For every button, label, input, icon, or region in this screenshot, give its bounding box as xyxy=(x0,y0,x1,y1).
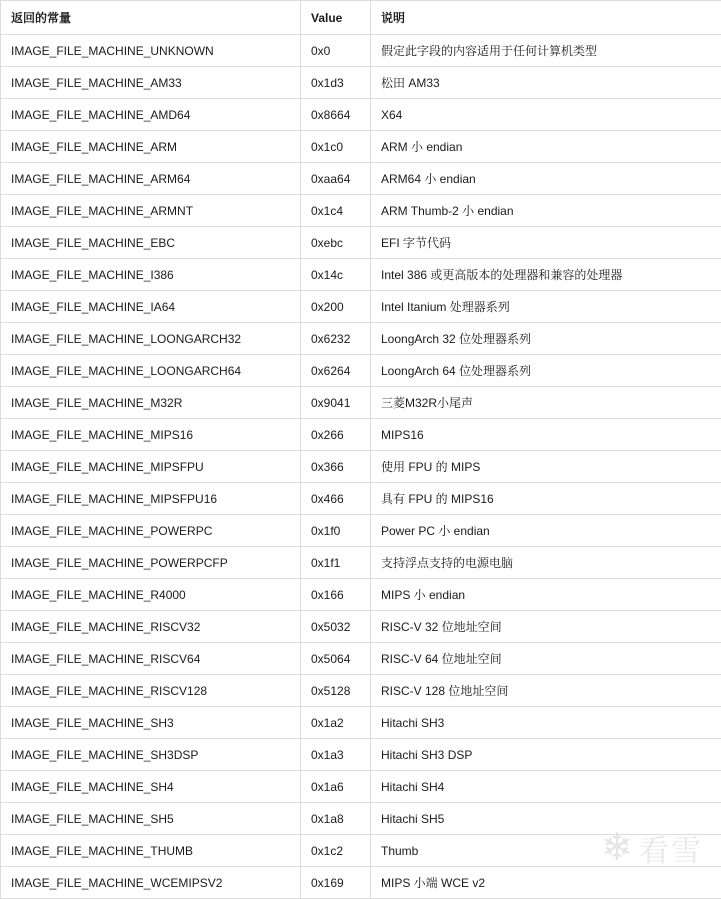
cell-value: 0x1c0 xyxy=(301,131,371,163)
cell-constant: IMAGE_FILE_MACHINE_R4000 xyxy=(1,579,301,611)
cell-description: 假定此字段的内容适用于任何计算机类型 xyxy=(371,35,721,67)
cell-constant: IMAGE_FILE_MACHINE_SH5 xyxy=(1,803,301,835)
cell-value: 0x5128 xyxy=(301,675,371,707)
cell-value: 0xaa64 xyxy=(301,163,371,195)
cell-constant: IMAGE_FILE_MACHINE_SH3 xyxy=(1,707,301,739)
table-row xyxy=(1,451,721,483)
cell-description: LoongArch 32 位处理器系列 xyxy=(371,323,721,355)
cell-constant: IMAGE_FILE_MACHINE_IA64 xyxy=(1,291,301,323)
cell-constant: IMAGE_FILE_MACHINE_RISCV128 xyxy=(1,675,301,707)
cell-constant: IMAGE_FILE_MACHINE_MIPSFPU16 xyxy=(1,483,301,515)
cell-constant: IMAGE_FILE_MACHINE_LOONGARCH64 xyxy=(1,355,301,387)
cell-description: Intel Itanium 处理器系列 xyxy=(371,291,721,323)
cell-value: 0x1a2 xyxy=(301,707,371,739)
cell-value: 0x1a8 xyxy=(301,803,371,835)
cell-value: 0x366 xyxy=(301,451,371,483)
cell-value: 0x1d3 xyxy=(301,67,371,99)
table-row xyxy=(1,387,721,419)
cell-value: 0x9041 xyxy=(301,387,371,419)
table-row xyxy=(1,707,721,739)
cell-value: 0x166 xyxy=(301,579,371,611)
cell-description: Hitachi SH3 DSP xyxy=(371,739,721,771)
table-row xyxy=(1,803,721,835)
table-row xyxy=(1,579,721,611)
cell-description: X64 xyxy=(371,99,721,131)
cell-value: 0x0 xyxy=(301,35,371,67)
cell-description: RISC-V 32 位地址空间 xyxy=(371,611,721,643)
cell-description: 三菱M32R小尾声 xyxy=(371,387,721,419)
cell-constant: IMAGE_FILE_MACHINE_ARM64 xyxy=(1,163,301,195)
table-row xyxy=(1,195,721,227)
cell-constant: IMAGE_FILE_MACHINE_EBC xyxy=(1,227,301,259)
cell-value: 0x5064 xyxy=(301,643,371,675)
cell-description: EFI 字节代码 xyxy=(371,227,721,259)
cell-constant: IMAGE_FILE_MACHINE_ARM xyxy=(1,131,301,163)
cell-constant: IMAGE_FILE_MACHINE_M32R xyxy=(1,387,301,419)
cell-description: 支持浮点支持的电源电脑 xyxy=(371,547,721,579)
table-row xyxy=(1,35,721,67)
cell-constant: IMAGE_FILE_MACHINE_RISCV64 xyxy=(1,643,301,675)
header-constant: 返回的常量 xyxy=(1,1,301,35)
cell-constant: IMAGE_FILE_MACHINE_RISCV32 xyxy=(1,611,301,643)
cell-value: 0xebc xyxy=(301,227,371,259)
table-row xyxy=(1,611,721,643)
cell-value: 0x266 xyxy=(301,419,371,451)
table-row xyxy=(1,483,721,515)
cell-description: 具有 FPU 的 MIPS16 xyxy=(371,483,721,515)
table-row xyxy=(1,291,721,323)
cell-value: 0x14c xyxy=(301,259,371,291)
cell-value: 0x169 xyxy=(301,867,371,899)
cell-value: 0x1a3 xyxy=(301,739,371,771)
header-value: Value xyxy=(301,1,371,35)
cell-description: RISC-V 128 位地址空间 xyxy=(371,675,721,707)
table-row xyxy=(1,355,721,387)
cell-constant: IMAGE_FILE_MACHINE_LOONGARCH32 xyxy=(1,323,301,355)
table-row xyxy=(1,323,721,355)
table-row xyxy=(1,163,721,195)
cell-constant: IMAGE_FILE_MACHINE_THUMB xyxy=(1,835,301,867)
cell-constant: IMAGE_FILE_MACHINE_SH3DSP xyxy=(1,739,301,771)
table-row xyxy=(1,99,721,131)
cell-description: 使用 FPU 的 MIPS xyxy=(371,451,721,483)
cell-description: RISC-V 64 位地址空间 xyxy=(371,643,721,675)
table-row xyxy=(1,227,721,259)
cell-description: Thumb xyxy=(371,835,721,867)
cell-value: 0x6232 xyxy=(301,323,371,355)
cell-value: 0x5032 xyxy=(301,611,371,643)
table-row xyxy=(1,515,721,547)
cell-description: ARM Thumb-2 小 endian xyxy=(371,195,721,227)
cell-description: ARM 小 endian xyxy=(371,131,721,163)
cell-description: Hitachi SH3 xyxy=(371,707,721,739)
cell-constant: IMAGE_FILE_MACHINE_I386 xyxy=(1,259,301,291)
cell-description: Hitachi SH4 xyxy=(371,771,721,803)
cell-constant: IMAGE_FILE_MACHINE_AM33 xyxy=(1,67,301,99)
cell-constant: IMAGE_FILE_MACHINE_POWERPC xyxy=(1,515,301,547)
cell-value: 0x1c4 xyxy=(301,195,371,227)
cell-description: 松田 AM33 xyxy=(371,67,721,99)
cell-value: 0x1f0 xyxy=(301,515,371,547)
cell-constant: IMAGE_FILE_MACHINE_POWERPCFP xyxy=(1,547,301,579)
header-description: 说明 xyxy=(371,1,721,35)
cell-description: ARM64 小 endian xyxy=(371,163,721,195)
cell-value: 0x200 xyxy=(301,291,371,323)
table-row xyxy=(1,739,721,771)
table-row xyxy=(1,419,721,451)
table-row xyxy=(1,771,721,803)
cell-constant: IMAGE_FILE_MACHINE_AMD64 xyxy=(1,99,301,131)
cell-value: 0x1a6 xyxy=(301,771,371,803)
cell-value: 0x1c2 xyxy=(301,835,371,867)
cell-value: 0x6264 xyxy=(301,355,371,387)
table-row xyxy=(1,131,721,163)
table-row xyxy=(1,547,721,579)
cell-constant: IMAGE_FILE_MACHINE_ARMNT xyxy=(1,195,301,227)
cell-description: MIPS 小端 WCE v2 xyxy=(371,867,721,899)
cell-description: Power PC 小 endian xyxy=(371,515,721,547)
table-row xyxy=(1,67,721,99)
cell-description: Hitachi SH5 xyxy=(371,803,721,835)
cell-constant: IMAGE_FILE_MACHINE_MIPSFPU xyxy=(1,451,301,483)
cell-description: LoongArch 64 位处理器系列 xyxy=(371,355,721,387)
cell-value: 0x466 xyxy=(301,483,371,515)
table-row xyxy=(1,643,721,675)
table-row xyxy=(1,835,721,867)
snowflake-icon: ❄ xyxy=(601,829,633,867)
table-header-row xyxy=(1,1,721,35)
table-row xyxy=(1,675,721,707)
cell-constant: IMAGE_FILE_MACHINE_SH4 xyxy=(1,771,301,803)
cell-value: 0x1f1 xyxy=(301,547,371,579)
table-row xyxy=(1,259,721,291)
cell-description: MIPS16 xyxy=(371,419,721,451)
cell-constant: IMAGE_FILE_MACHINE_MIPS16 xyxy=(1,419,301,451)
cell-constant: IMAGE_FILE_MACHINE_WCEMIPSV2 xyxy=(1,867,301,899)
cell-description: Intel 386 或更高版本的处理器和兼容的处理器 xyxy=(371,259,721,291)
watermark-text: 看雪 xyxy=(639,826,703,870)
table-body xyxy=(1,35,721,899)
cell-description: MIPS 小 endian xyxy=(371,579,721,611)
cell-constant: IMAGE_FILE_MACHINE_UNKNOWN xyxy=(1,35,301,67)
cell-value: 0x8664 xyxy=(301,99,371,131)
